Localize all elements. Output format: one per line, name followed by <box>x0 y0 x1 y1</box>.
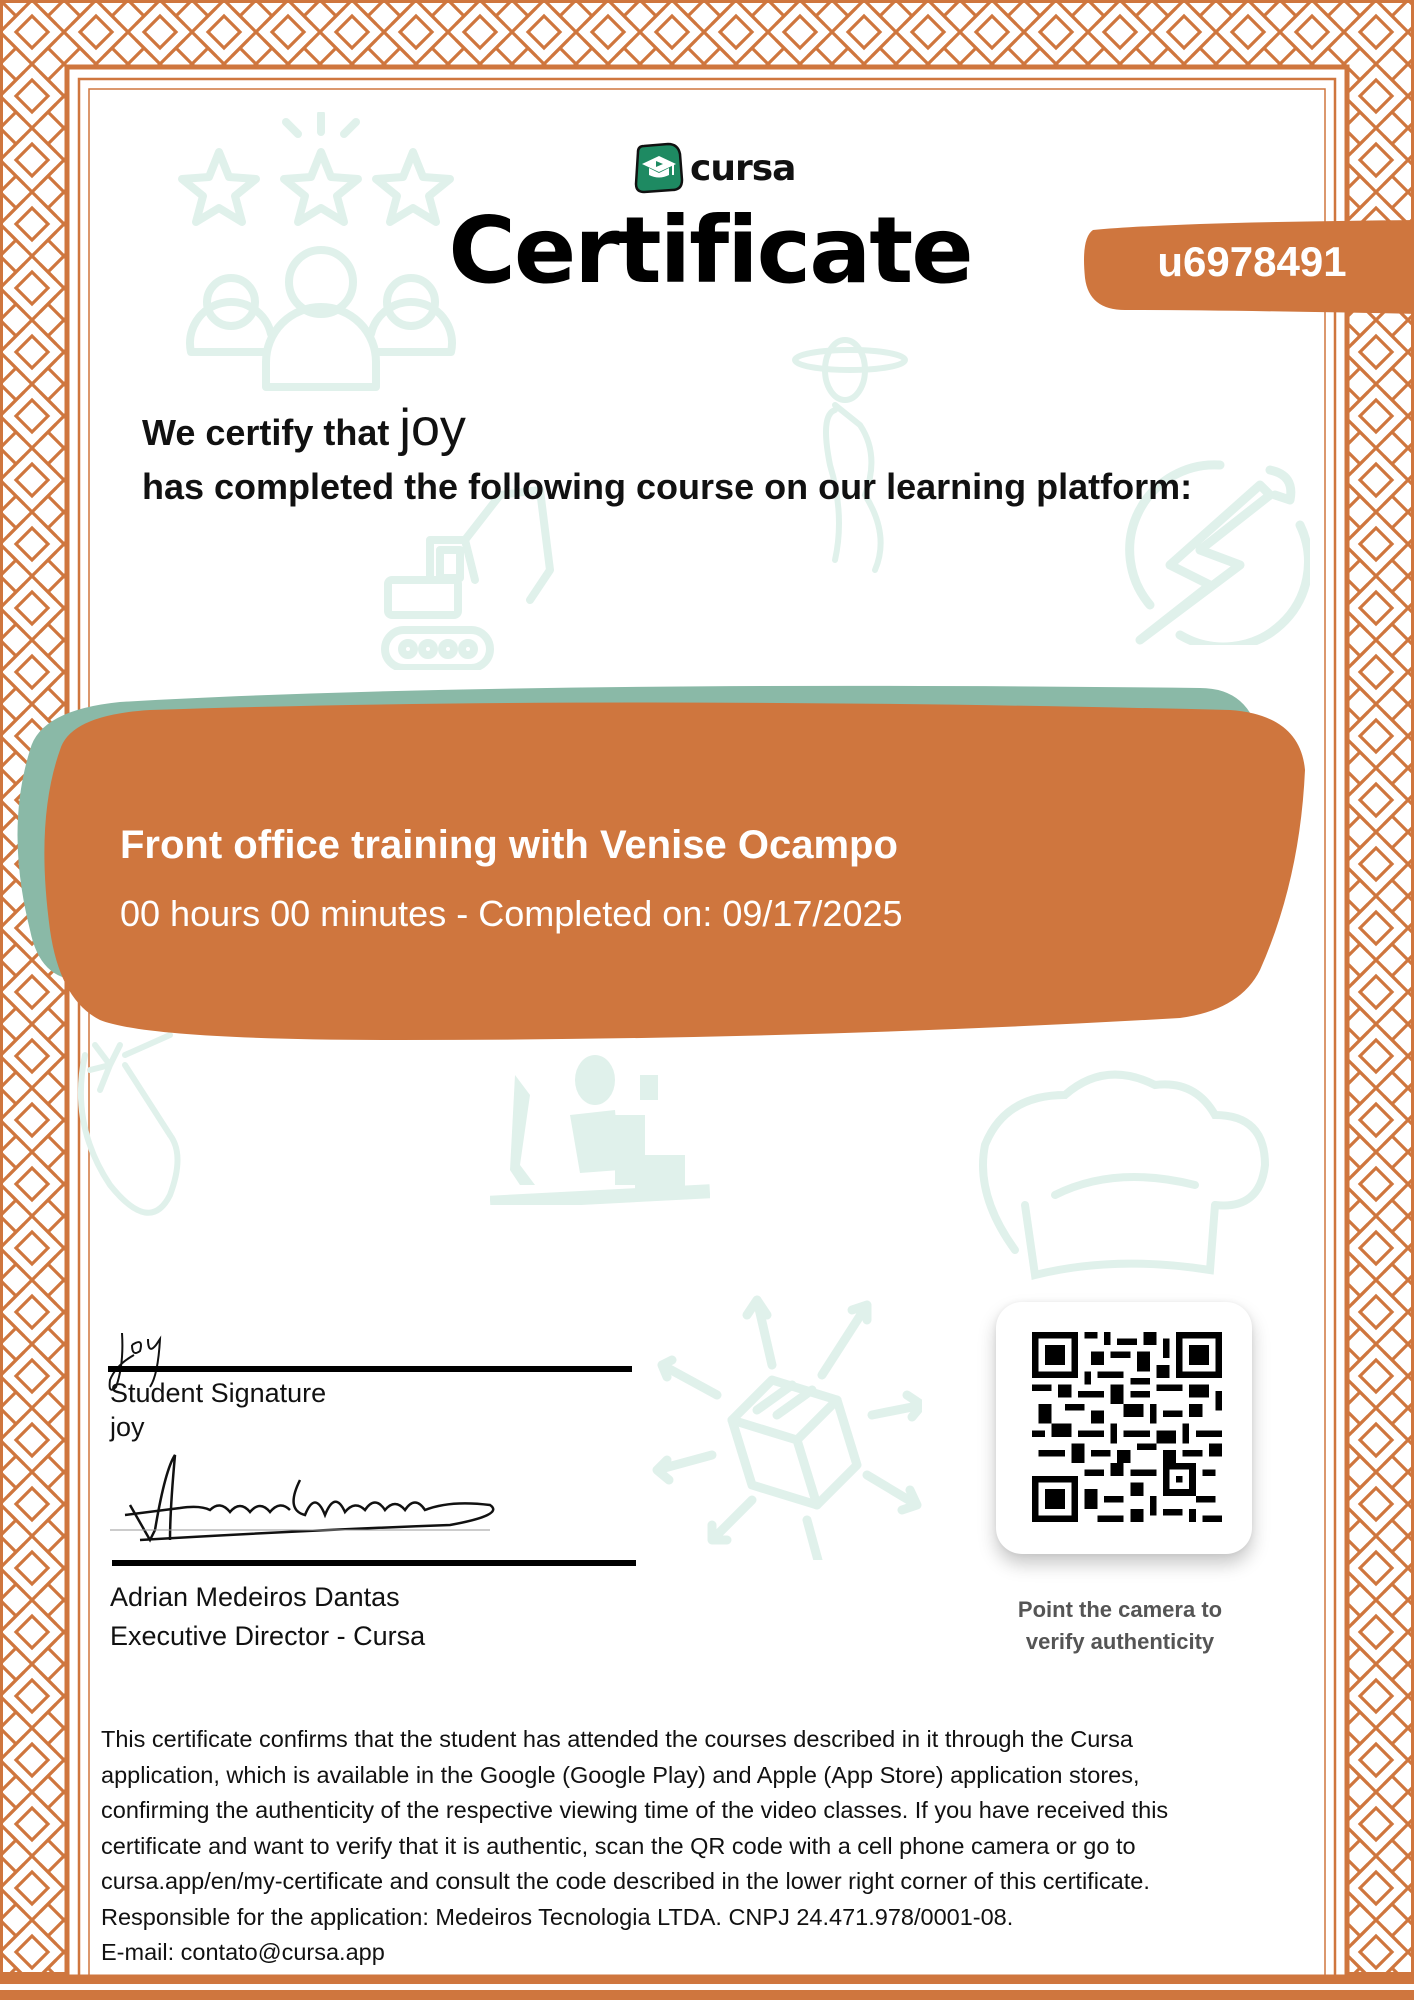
disclaimer-line: confirming the authenticity of the respective viewing time of the video classes. If you have received this <box>101 1797 1169 1823</box>
cashier-watermark-icon <box>490 1055 710 1205</box>
woman-hat-watermark-icon <box>790 335 910 575</box>
qr-caption <box>990 1594 1250 1658</box>
student-signature-name: joy <box>110 1412 145 1442</box>
graduation-cap-play-icon <box>632 142 684 194</box>
package-distribution-watermark-icon <box>642 1285 922 1560</box>
student-name: joy <box>399 399 466 457</box>
disclaimer-line: application, which is available in the Google (Google Play) and Apple (App Store) application stores, <box>101 1761 1140 1788</box>
certify-statement <box>142 398 466 458</box>
course-duration-date: 00 hours 00 minutes - Completed on: 09/17/2025 <box>120 893 903 934</box>
logo-text: cursa <box>690 147 796 189</box>
student-signature-label: Student Signature <box>110 1378 327 1408</box>
certify-line-2: has completed the following course on our learning platform: <box>142 466 1193 507</box>
disclaimer-email: E-mail: contato@cursa.app <box>101 1939 385 1965</box>
director-signature-line <box>112 1560 636 1566</box>
certify-prefix: We certify that <box>142 412 390 453</box>
disclaimer-line: cursa.app/en/my-certificate and consult the code described in the lower right corner of this certificate. <box>101 1868 1150 1894</box>
qr-caption-line-1: Point the camera to <box>1017 1597 1223 1622</box>
chef-hat-watermark-icon <box>965 1055 1275 1285</box>
director-name: Adrian Medeiros Dantas <box>110 1582 400 1612</box>
excavator-watermark-icon <box>380 480 600 670</box>
disclaimer-text <box>101 1722 1331 1971</box>
director-handwritten-signature <box>110 1450 510 1560</box>
student-signature-line <box>108 1366 632 1372</box>
verification-qr-code[interactable] <box>1032 1332 1222 1522</box>
cursa-logo <box>632 140 795 196</box>
disclaimer-line: Responsible for the application: Medeiros Tecnologia LTDA. CNPJ 24.471.978/0001-08. <box>101 1903 1014 1930</box>
director-title: Executive Director - Cursa <box>110 1621 426 1651</box>
disclaimer-line: This certificate confirms that the student has attended the courses described in it through the Cursa <box>101 1726 1133 1752</box>
certificate-title: Certificate <box>448 197 972 304</box>
course-name: Front office training with Venise Ocampo <box>120 823 898 867</box>
disclaimer-line: certificate and want to verify that it is authentic, scan the QR code with a cell phone camera or go to <box>101 1832 1136 1859</box>
certificate-code: u6978491 <box>1157 238 1347 285</box>
qr-caption-line-2: verify authenticity <box>1025 1629 1215 1654</box>
welding-torch-watermark-icon <box>70 1025 260 1225</box>
